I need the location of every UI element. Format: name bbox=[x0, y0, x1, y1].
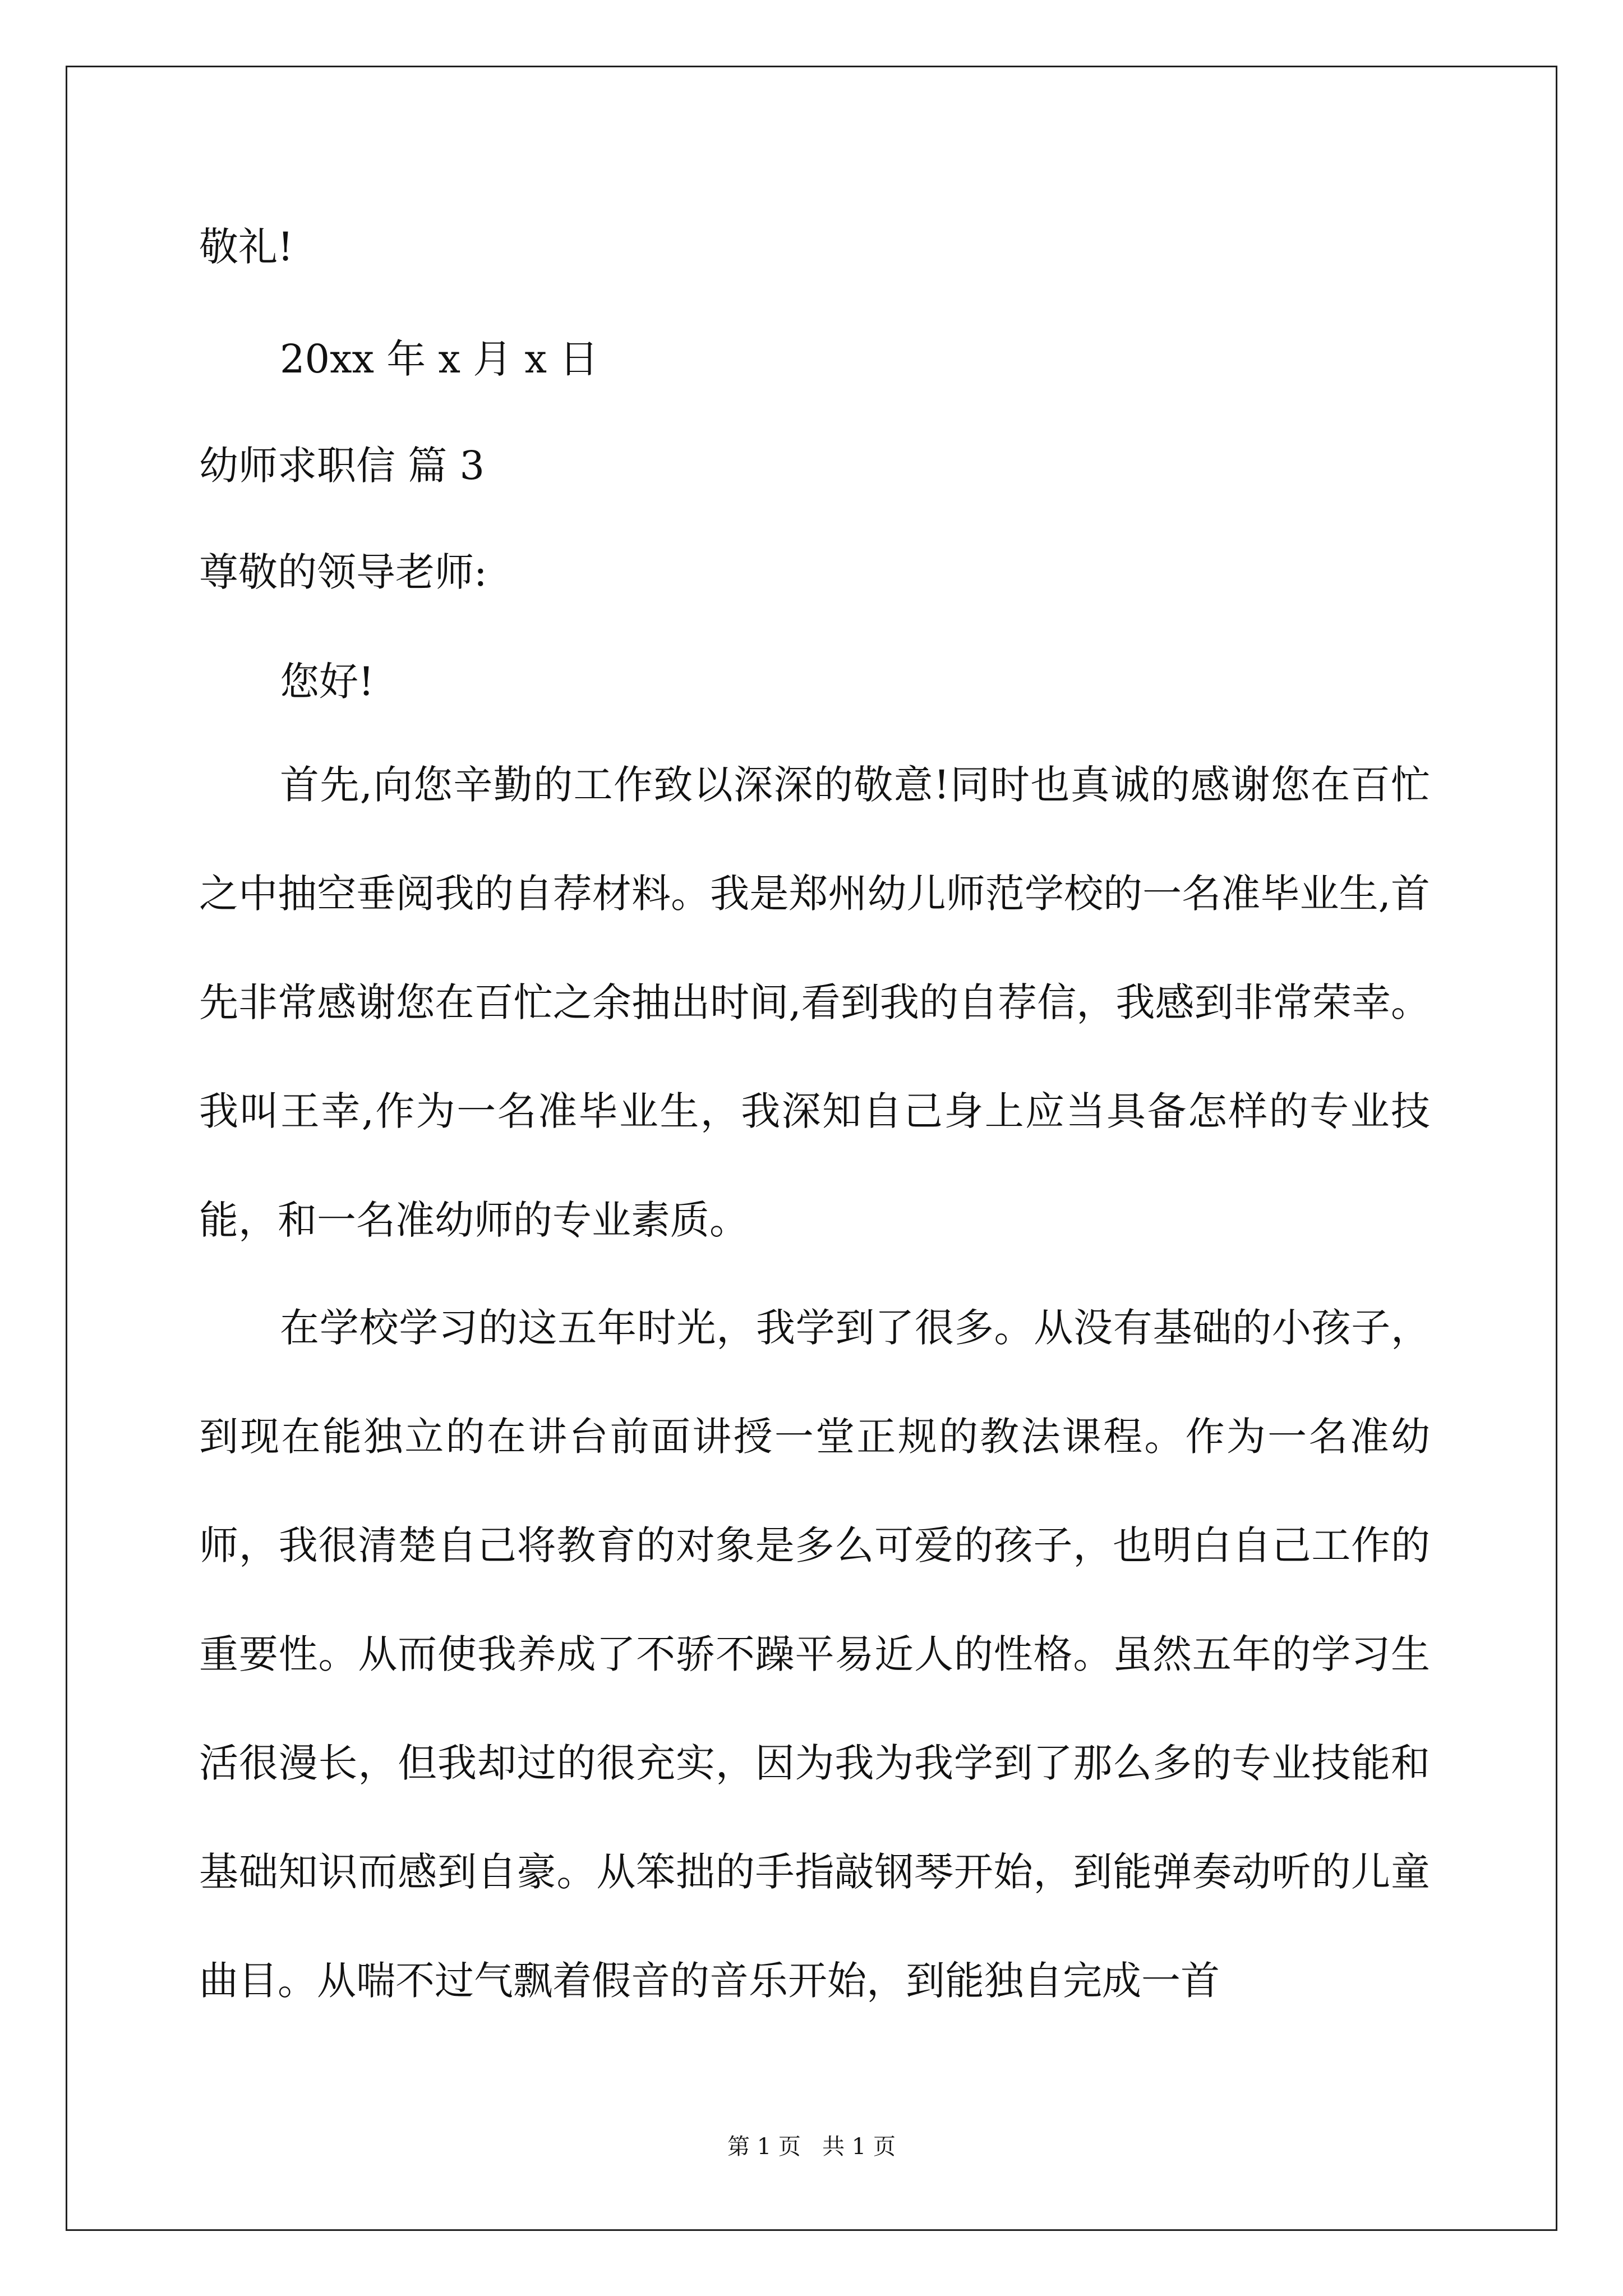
page-footer: 第 1 页 共 1 页 bbox=[727, 2134, 896, 2160]
greeting-line: 您好! bbox=[280, 659, 375, 705]
section-heading: 幼师求职信 篇 3 bbox=[199, 443, 485, 489]
body-paragraph-2: 在学校学习的这五年时光，我学到了很多。从没有基础的小孩子，到现在能独立的在讲台前面讲授一堂正规的教法课程。作为一名准幼师，我很清楚自己将教育的对象是多么可爱的孩子，也明白自己工作的重要性。从而使我养成了不骄不躁平易近人的性格。虽然五年的学习生活很漫长，但我却过的很充实，因为我为我学到了那么多的专业技能和基础知识而感到自豪。从笨拙的手指敲钢琴开始，到能弹奏动听的儿童曲目。从喘不过气飘着假音的音乐开始，到能独自完成一首 bbox=[199, 1305, 1430, 2004]
salutation-line: 尊敬的领导老师: bbox=[199, 549, 487, 595]
date-line: 20xx 年 x 月 x 日 bbox=[280, 336, 599, 382]
closing-line: 敬礼! bbox=[199, 224, 294, 270]
body-paragraph-1: 首先,向您辛勤的工作致以深深的敬意!同时也真诚的感谢您在百忙之中抽空垂阅我的自荐材料。我是郑州幼儿师范学校的一名准毕业生,首先非常感谢您在百忙之余抽出时间,看到我的自荐信，我感到非常荣幸。我叫王幸,作为一名准毕业生，我深知自己身上应当具备怎样的专业技能，和一名准幼师的专业素质。 bbox=[199, 762, 1430, 1243]
